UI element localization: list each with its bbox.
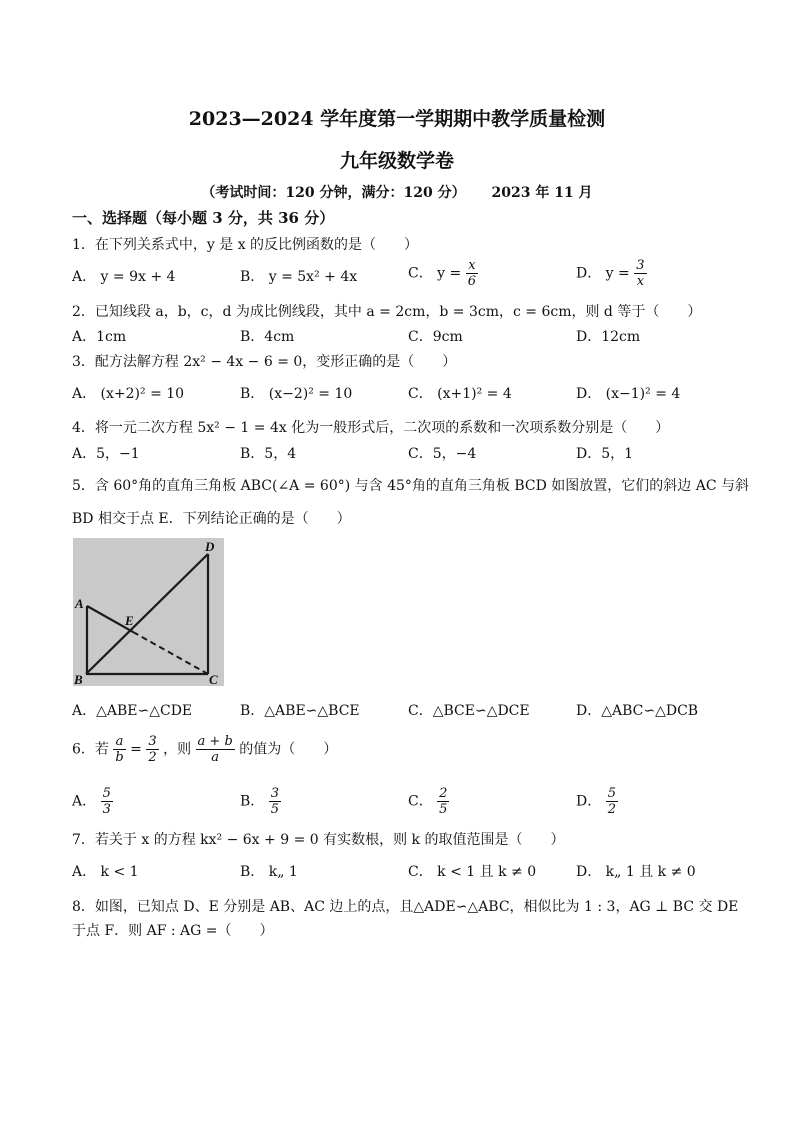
q6-option-b-label: B． (240, 793, 265, 810)
q6-c-denominator: 5 (439, 802, 448, 817)
q6-f2-denominator: 2 (148, 750, 157, 765)
exam-subtitle: 九年级数学卷 (339, 150, 454, 172)
q6-option-b (240, 786, 281, 817)
q6-f2-numerator: 3 (148, 734, 157, 749)
q7-option-a: A． k < 1 (72, 864, 139, 880)
q2-option-d: D．12cm (576, 329, 641, 345)
q1-option-c-prefix: C． y = (408, 265, 462, 282)
q6-b-numerator: 3 (270, 786, 280, 801)
q6-equals: = (130, 741, 142, 758)
q6-fraction-3-over-2 (146, 734, 158, 765)
question-6-stem (72, 734, 337, 765)
q3-option-a: A． (x+2)² = 10 (72, 386, 185, 402)
q6-option-a-label: A． (72, 793, 97, 810)
q6-b-denominator: 5 (270, 802, 280, 817)
q7-option-c: C． k < 1 且 k ≠ 0 (408, 864, 537, 880)
q7-option-b: B． k„ 1 (240, 864, 298, 880)
point-label-c: C (209, 672, 218, 686)
question-5-stem-line1: 5．含 60°角的直角三角板 ABC(∠A = 60°) 与含 45°角的直角三角板 BCD 如图放置，它们的斜边 AC 与斜 (72, 478, 750, 494)
q2-option-a: A．1cm (72, 329, 127, 345)
q3-option-b: B． (x−2)² = 10 (240, 386, 353, 402)
q6-mid: ，则 (163, 741, 192, 758)
q5-option-a: A．△ABE∽△CDE (72, 703, 193, 719)
triangle-diagram (73, 538, 224, 686)
triangle-figure (73, 538, 224, 686)
q6-a-denominator: 3 (102, 802, 111, 817)
q6-d-denominator: 2 (607, 802, 616, 817)
q3-option-d: D． (x−1)² = 4 (576, 386, 681, 402)
q5-option-b: B．△ABE∽△BCE (240, 703, 360, 719)
q6-fraction-sum (196, 734, 235, 765)
q6-prefix: 6．若 (72, 741, 109, 758)
q1-option-d-fraction (634, 258, 646, 289)
q1-option-d (576, 258, 647, 289)
q4-option-d: D．5，1 (576, 446, 634, 462)
q4-option-c: C．5，−4 (408, 446, 477, 462)
q6-fraction-a-over-b (113, 734, 125, 765)
q4-option-b: B．5，4 (240, 446, 297, 462)
q6-suffix: 的值为（ ） (239, 741, 338, 758)
point-label-e: E (125, 613, 134, 628)
question-1-stem: 1．在下列关系式中，y 是 x 的反比例函数的是（ ） (72, 237, 419, 253)
question-5-stem-line2: BD 相交于点 E．下列结论正确的是（ ） (72, 511, 351, 527)
question-3-stem: 3．配方法解方程 2x² − 4x − 6 = 0，变形正确的是（ ） (72, 354, 457, 370)
q6-option-d-fraction (606, 786, 618, 817)
question-2-stem: 2．已知线段 a，b，c，d 为成比例线段，其中 a = 2cm，b = 3cm，c = 6cm，则 d 等于（ ） (72, 304, 702, 320)
q1-option-b: B． y = 5x² + 4x (240, 269, 358, 285)
question-8-stem-line2: 于点 F．则 AF : AG =（ ） (72, 923, 274, 939)
exam-info: （考试时间：120 分钟，满分：120 分） 2023 年 11 月 (201, 185, 593, 201)
q6-d-numerator: 5 (607, 786, 616, 801)
q6-option-a-fraction (101, 786, 113, 817)
section-heading: 一、选择题（每小题 3 分，共 36 分） (72, 209, 335, 227)
q1-option-c (408, 258, 478, 289)
q6-f1-denominator: b (115, 750, 124, 765)
q1-option-a: A． y = 9x + 4 (72, 269, 176, 285)
question-4-stem: 4．将一元二次方程 5x² − 1 = 4x 化为一般形式后，二次项的系数和一次项系数分别是（ ） (72, 420, 670, 436)
q6-a-numerator: 5 (102, 786, 111, 801)
q2-option-c: C．9cm (408, 329, 463, 345)
q6-c-numerator: 2 (439, 786, 448, 801)
q3-option-c: C． (x+1)² = 4 (408, 386, 512, 402)
q6-f3-numerator: a + b (197, 734, 233, 749)
q6-option-c-label: C． (408, 793, 433, 810)
exam-title: 2023—2024 学年度第一学期期中教学质量检测 (188, 108, 606, 130)
q6-option-a (72, 786, 113, 817)
q1-d-numerator: 3 (636, 258, 645, 273)
question-7-stem: 7．若关于 x 的方程 kx² − 6x + 9 = 0 有实数根，则 k 的取值范围是（ ） (72, 832, 565, 848)
q5-option-d: D．△ABC∽△DCB (576, 703, 699, 719)
q6-f1-numerator: a (113, 734, 125, 750)
q6-f3-denominator: a (211, 750, 220, 765)
q5-option-c: C．△BCE∽△DCE (408, 703, 530, 719)
q6-option-c-fraction (437, 786, 449, 817)
point-label-a: A (75, 596, 84, 611)
q1-d-denominator: x (636, 274, 645, 289)
q6-option-d-label: D． (576, 793, 602, 810)
q1-c-denominator: 6 (467, 274, 476, 289)
q2-option-b: B．4cm (240, 329, 295, 345)
q4-option-a: A．5，−1 (72, 446, 140, 462)
q7-option-d: D． k„ 1 且 k ≠ 0 (576, 864, 696, 880)
q1-c-numerator: x (466, 258, 478, 274)
point-label-d: D (205, 539, 215, 554)
q1-option-d-prefix: D． y = (576, 265, 630, 282)
q6-option-b-fraction (269, 786, 281, 817)
q6-option-c (408, 786, 449, 817)
question-8-stem-line1: 8．如图，已知点 D、E 分别是 AB、AC 边上的点，且△ADE∽△ABC，相似比为 1 : 3，AG ⊥ BC 交 DE (72, 899, 739, 915)
q6-option-d (576, 786, 618, 817)
q1-option-c-fraction (466, 258, 478, 289)
point-label-b: B (74, 672, 83, 686)
